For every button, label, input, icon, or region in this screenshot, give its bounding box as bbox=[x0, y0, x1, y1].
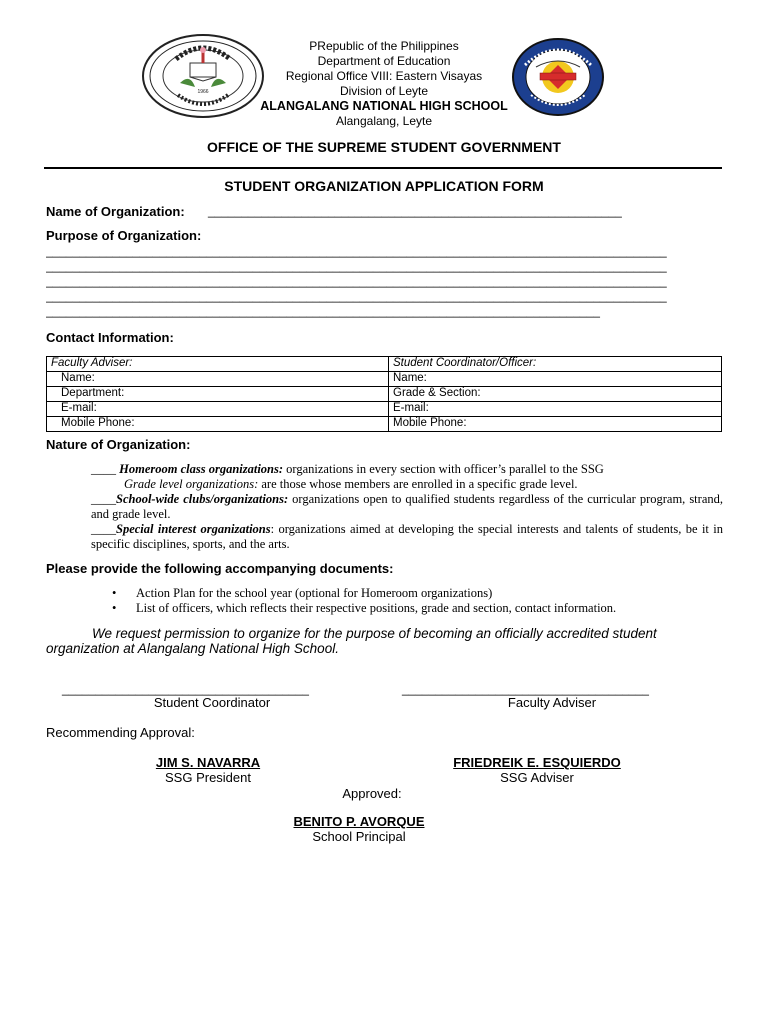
request-line-2: organization at Alangalang National High School. bbox=[46, 641, 339, 656]
school-principal-name: BENITO P. AVORQUE bbox=[293, 814, 425, 829]
documents-label: Please provide the following accompanying documents: bbox=[46, 561, 394, 576]
grade-desc: are those whose members are enrolled in a specific grade level. bbox=[261, 477, 578, 491]
school-principal-title: School Principal bbox=[312, 829, 406, 844]
faculty-name-field[interactable]: Name: bbox=[47, 372, 389, 387]
faculty-adviser-label: Faculty Adviser bbox=[507, 695, 597, 710]
header-division: Division of Leyte bbox=[339, 84, 429, 98]
grade-title: Grade level organizations: bbox=[124, 477, 259, 491]
faculty-mobile-field[interactable]: Mobile Phone: bbox=[47, 417, 389, 432]
student-email-field[interactable]: E-mail: bbox=[389, 402, 722, 417]
purpose-line-2[interactable]: _____________________________________________________________________________________________ bbox=[46, 259, 667, 273]
svg-text:1966: 1966 bbox=[197, 89, 209, 95]
ssg-president-name: JIM S. NAVARRA bbox=[155, 755, 261, 770]
student-coordinator-header: Student Coordinator/Officer: bbox=[389, 357, 722, 372]
faculty-adviser-signature-line[interactable]: _____________________________________ bbox=[402, 682, 649, 696]
bullet-icon: • bbox=[112, 601, 117, 615]
school-wide-desc: organizations open to qualified students regardless of the curricular program, strand, and grade level. bbox=[91, 492, 723, 521]
header-republic: PRepublic of the Philippines bbox=[309, 39, 459, 53]
name-label: Name of Organization: bbox=[46, 204, 185, 219]
name-blank[interactable]: ______________________________________________________________ bbox=[208, 204, 622, 218]
homeroom-blank[interactable]: ____ bbox=[91, 462, 116, 476]
purpose-line-4[interactable]: _____________________________________________________________________________________________ bbox=[46, 289, 667, 303]
faculty-email-field[interactable]: E-mail: bbox=[47, 402, 389, 417]
student-name-field[interactable]: Name: bbox=[389, 372, 722, 387]
special-desc: : organizations aimed at developing the special interests and talents of students, be it in specific disciplines, sports, and the arts. bbox=[91, 522, 724, 551]
contact-row bbox=[47, 372, 722, 387]
purpose-line-5[interactable]: ___________________________________________________________________________________ bbox=[46, 304, 600, 318]
purpose-line-1[interactable]: _____________________________________________________________________________________________ bbox=[46, 244, 667, 258]
header-region: Regional Office VIII: Eastern Visayas bbox=[285, 69, 483, 83]
form-title: STUDENT ORGANIZATION APPLICATION FORM bbox=[224, 178, 544, 194]
school-wide-blank[interactable]: ____ bbox=[91, 492, 116, 506]
header-town: Alangalang, Leyte bbox=[335, 114, 433, 128]
special-title: Special interest organizations bbox=[116, 522, 271, 536]
ssg-president-title: SSG President bbox=[165, 770, 251, 785]
header-department: Department of Education bbox=[317, 54, 451, 68]
student-coordinator-signature-line[interactable]: _____________________________________ bbox=[62, 682, 309, 696]
nature-grade bbox=[124, 477, 723, 492]
contact-row bbox=[47, 417, 722, 432]
contact-table bbox=[46, 356, 722, 432]
contact-label: Contact Information: bbox=[46, 330, 174, 345]
purpose-line-3[interactable]: _____________________________________________________________________________________________ bbox=[46, 274, 667, 288]
faculty-department-field[interactable]: Department: bbox=[47, 387, 389, 402]
faculty-adviser-header: Faculty Adviser: bbox=[47, 357, 389, 372]
document-item-1: Action Plan for the school year (optional for Homeroom organizations) bbox=[136, 586, 493, 600]
nature-school-wide bbox=[91, 492, 723, 522]
nature-special bbox=[91, 522, 723, 552]
ssg-adviser-title: SSG Adviser bbox=[500, 770, 574, 785]
office-title: OFFICE OF THE SUPREME STUDENT GOVERNMENT bbox=[207, 139, 561, 155]
student-mobile-field[interactable]: Mobile Phone: bbox=[389, 417, 722, 432]
header-school: ALANGALANG NATIONAL HIGH SCHOOL bbox=[260, 99, 508, 113]
header-divider bbox=[44, 167, 722, 169]
approved-label: Approved: bbox=[342, 786, 402, 801]
special-blank[interactable]: ____ bbox=[91, 522, 116, 536]
student-coordinator-label: Student Coordinator bbox=[153, 695, 271, 710]
purpose-label: Purpose of Organization: bbox=[46, 228, 202, 243]
nature-homeroom bbox=[91, 462, 723, 477]
recommending-approval-label: Recommending Approval: bbox=[46, 725, 195, 740]
student-grade-section-field[interactable]: Grade & Section: bbox=[389, 387, 722, 402]
contact-row bbox=[47, 402, 722, 417]
request-line-1: We request permission to organize for the purpose of becoming an officially accredited student bbox=[92, 626, 657, 641]
contact-row bbox=[47, 387, 722, 402]
school-wide-title: School-wide clubs/organizations: bbox=[116, 492, 289, 506]
contact-header-row bbox=[47, 357, 722, 372]
nature-label: Nature of Organization: bbox=[46, 437, 191, 452]
ssg-adviser-name: FRIEDREIK E. ESQUIERDO bbox=[453, 755, 621, 770]
document-item-2: List of officers, which reflects their respective positions, grade and section, contact information. bbox=[136, 601, 617, 615]
homeroom-desc: organizations in every section with officer’s parallel to the SSG bbox=[286, 462, 604, 476]
homeroom-title: Homeroom class organizations: bbox=[119, 462, 284, 476]
bullet-icon: • bbox=[112, 586, 117, 600]
